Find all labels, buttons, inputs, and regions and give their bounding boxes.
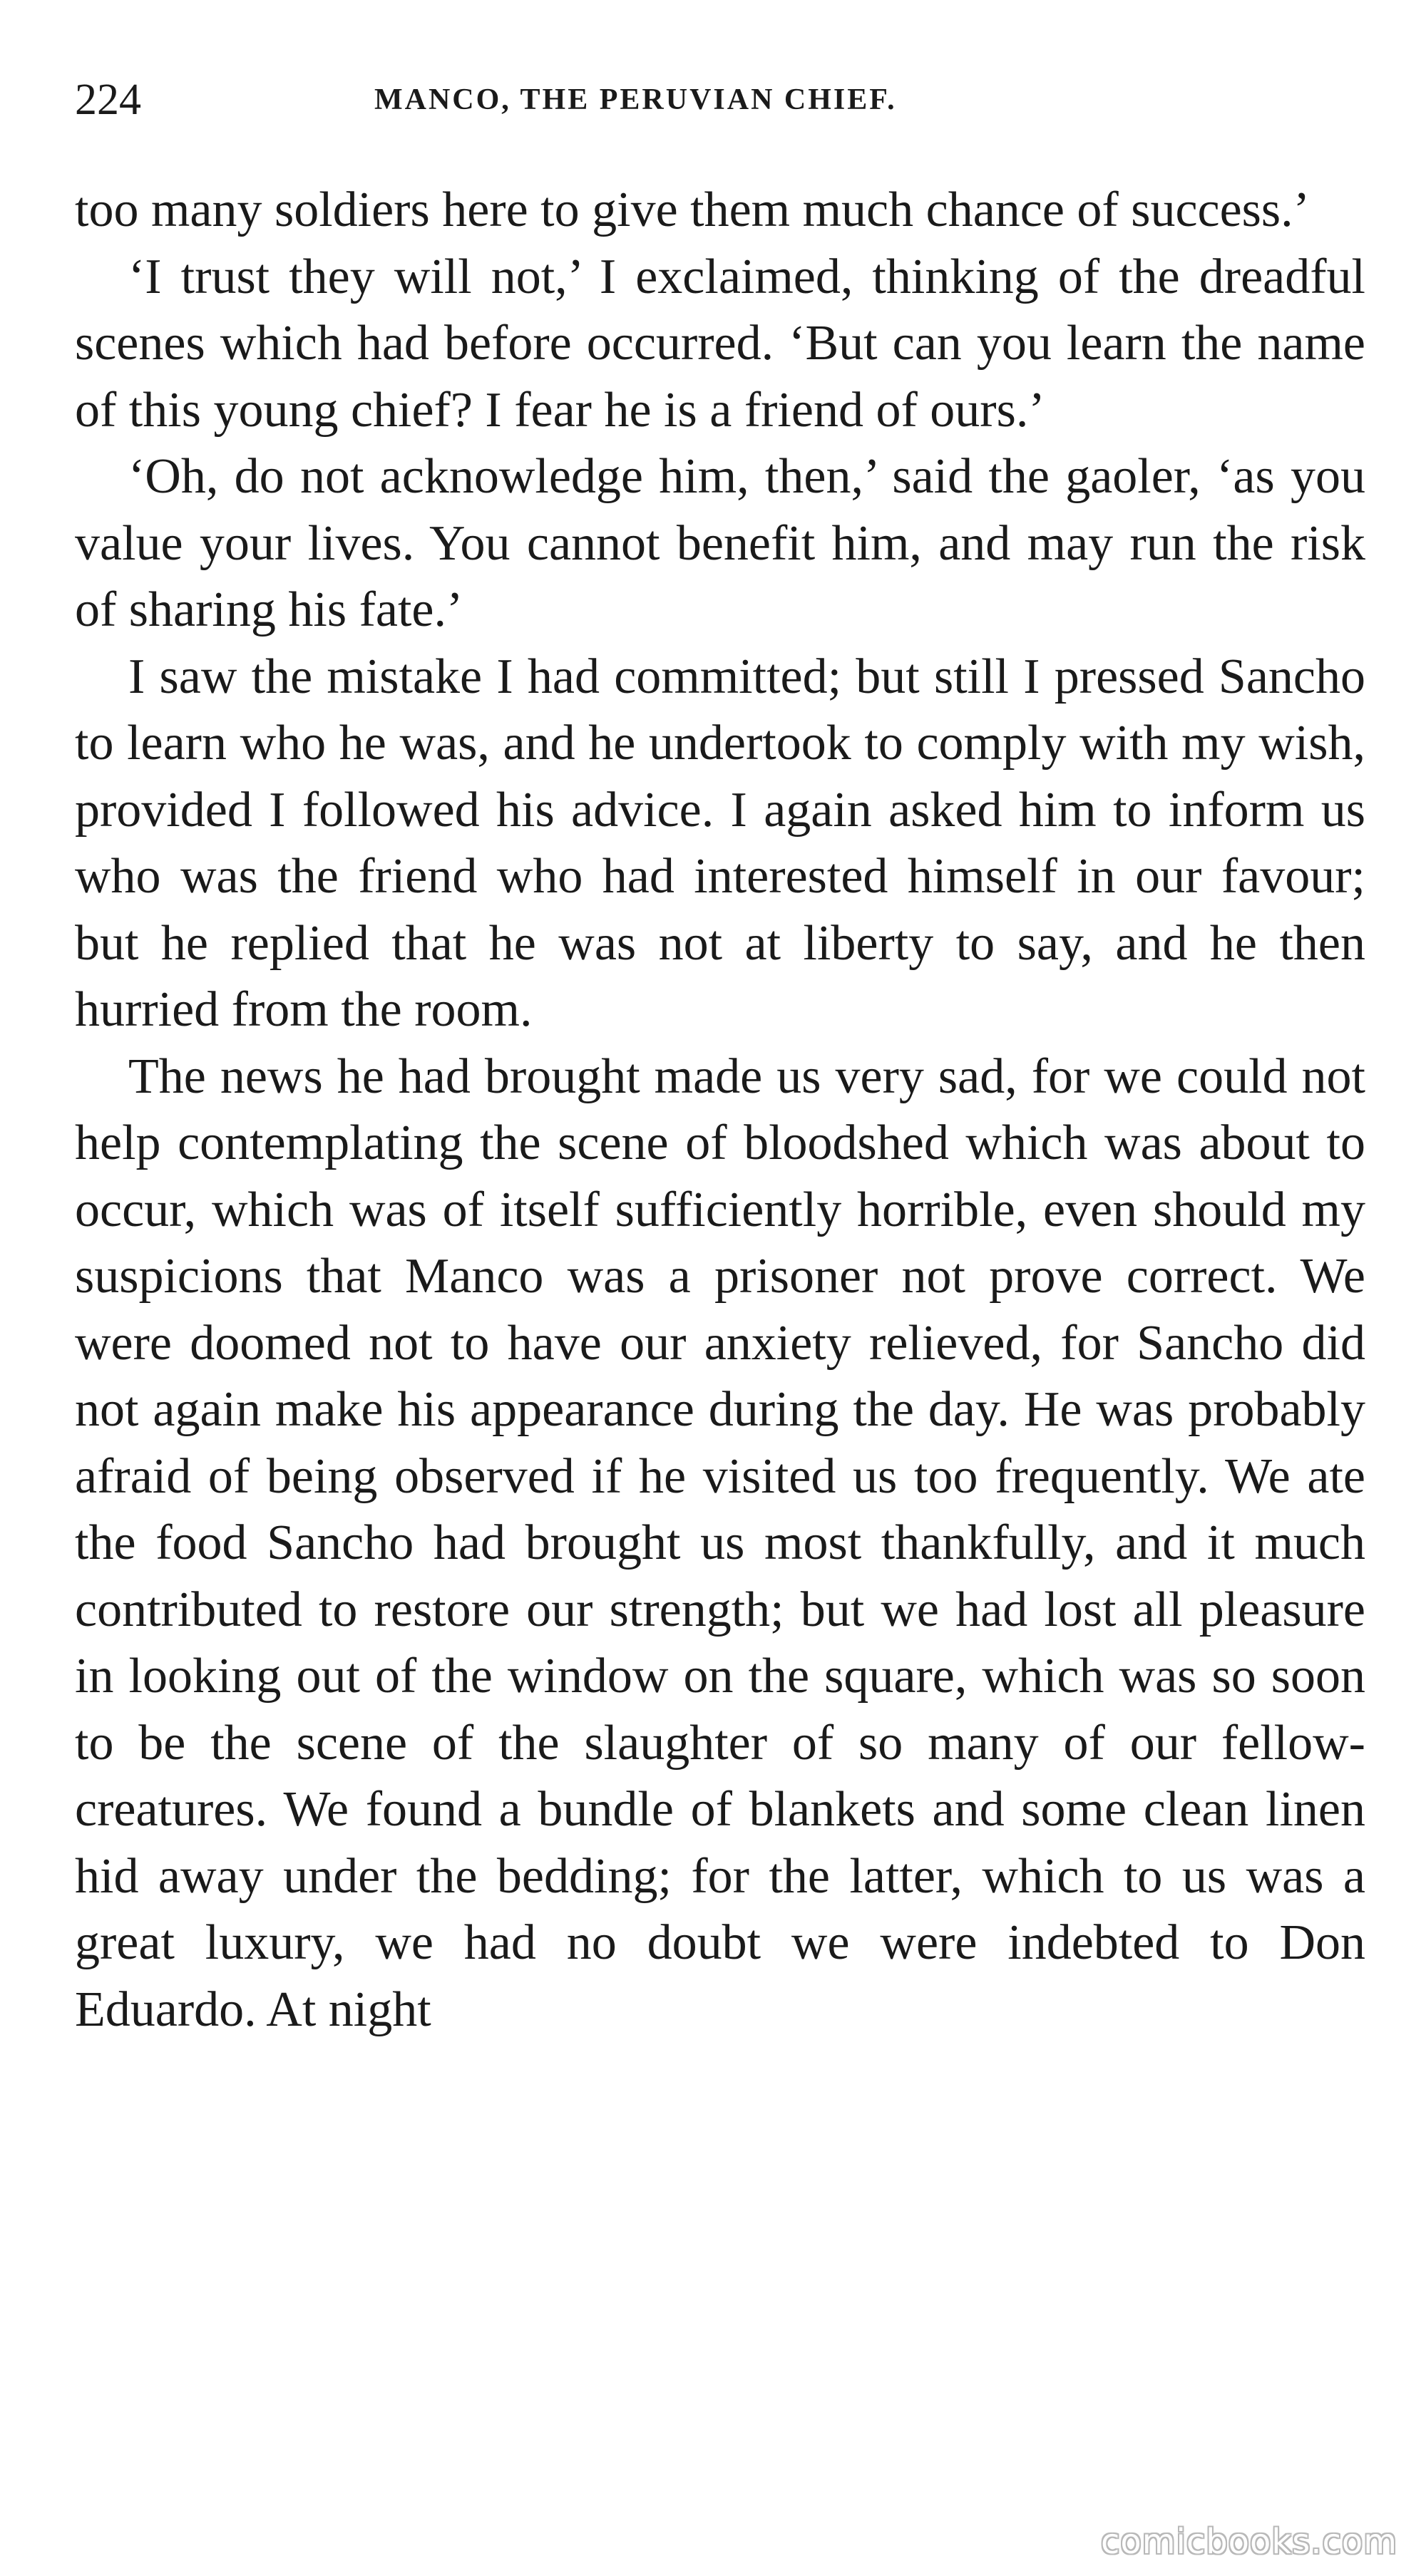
paragraph-5: The news he had brought made us very sad, for we could not help contemplating the scene of bloodshed which was about to occur, which was of itself sufficiently horrible, even should my suspicions that Manco was a prisoner not prove correct. We were doomed not to have our anxiety relieved, for Sancho did not again make his appearance during the day. He was probably afraid of being observed if he visited us too frequently. We ate the food Sancho had brought us most thankfully, and it much contributed to restore our strength; but we had lost all pleasure in looking out of the window on the square, which was so soon to be the scene of the slaughter of so many of our fellow-creatures. We found a bundle of blankets and some clean linen hid away under the bedding; for the latter, which to us was a great luxury, we had no doubt we were indebted to Don Eduardo. At night [75,1049,1365,2037]
paragraph-2: ‘I trust they will not,’ I exclaimed, thinking of the dreadful scenes which had before occurred. ‘But can you learn the name of this young chief? I fear he is a friend of ours.’ [75,249,1365,438]
paragraph-1: too many soldiers here to give them much chance of success.’ [75,182,1310,237]
page-header [75,68,1373,132]
page-number: 224 [75,76,141,124]
body-text [75,177,1365,2043]
running-head: MANCO, THE PERUVIAN CHIEF. [374,83,897,116]
paragraph-4: I saw the mistake I had committed; but still I pressed Sancho to learn who he was, and he undertook to comply with my wish, provided I followed his advice. I again asked him to inform us who was the friend who had interested himself in our favour; but he replied that he was not at liberty to say, and he then hurried from the room. [75,649,1365,1037]
watermark: comicbooks.com [1100,2522,1397,2562]
paragraph-3: ‘Oh, do not acknowledge him, then,’ said the gaoler, ‘as you value your lives. You cannot benefit him, and may run the risk of sharing his fate.’ [75,449,1365,637]
